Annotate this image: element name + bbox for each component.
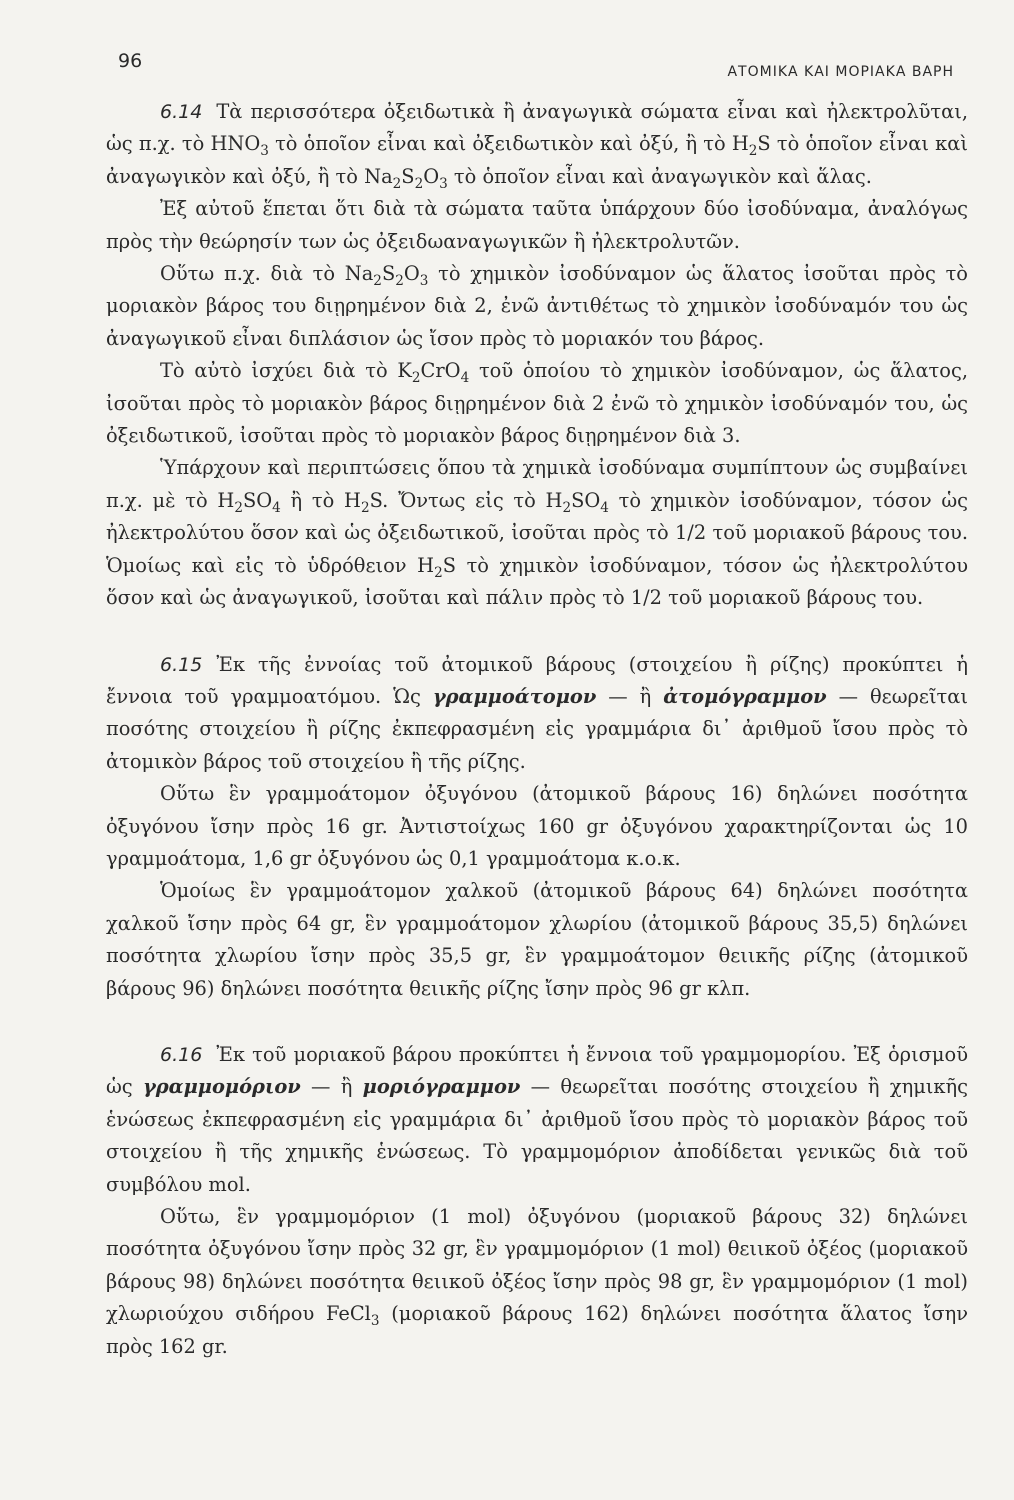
- text-run: Τὸ αὐτὸ ἰσχύει διὰ τὸ K: [160, 359, 412, 383]
- text-run: Ἐκ τοῦ μοριακοῦ βάρου προκύπτει ἡ ἔννοια τοῦ γραμμομορίου. Ἐξ ὁρισμοῦ ὡς: [106, 1042, 968, 1099]
- defined-term: γραμμοάτομον: [432, 684, 597, 708]
- text-run: Ὑπάρχουν καὶ περιπτώσεις ὅπου τὰ χημικὰ ἰσοδύναμα συμπίπτουν ὡς συμβαίνει π.χ. μὲ τὸ H: [106, 456, 968, 512]
- subscript: 2: [360, 499, 370, 516]
- defined-term: ἀτομόγραμμον: [663, 684, 827, 708]
- paragraph: [106, 258, 968, 355]
- text-run: Ὁμοίως ἓν γραμμοάτομον χαλκοῦ (ἀτομικοῦ βάρους 64) δηλώνει ποσότητα χαλκοῦ ἴσην πρὸς 64 gr, ἓν γραμμοάτομον χλωρίου (ἀτομικοῦ βάρους 35,5) δηλώνει ποσότητα χλωρίου ἴσην πρὸς 35,5 gr, ἓν γραμμοάτομον θειικῆς ρίζης (ἀτομικοῦ βάρους 96) δηλώνει ποσότητα θειικῆς ρίζης ἴσην πρὸς 96 gr κλπ.: [106, 879, 968, 1000]
- paragraph: [106, 875, 968, 1005]
- text-run: — θεωρεῖται ποσότης στοιχείου ἢ ρίζης ἐκπεφρασμένη εἰς γραμμάρια δι᾽ ἀριθμοῦ ἴσου πρὸς τὸ ἀτομικὸν βάρος τοῦ στοιχείου ἢ τῆς ρίζης.: [106, 684, 968, 773]
- section-number: 6.16: [160, 1043, 203, 1066]
- defined-term: γραμμομόριον: [142, 1075, 301, 1099]
- subscript: 3: [260, 143, 269, 160]
- paragraph: [106, 649, 968, 779]
- text-run: τὸ ὁποῖον εἶναι καὶ ὀξειδωτικὸν καὶ ὀξύ, ἢ τὸ H: [268, 132, 749, 156]
- text-run: — θεωρεῖται ποσότης στοιχείου ἢ χημικῆς ἑνώσεως ἐκπεφρασμένη εἰς γραμμάρια δι᾽ ἀριθμοῦ ἴσου πρὸς τὸ μοριακὸν βάρος τοῦ στοιχείου ἢ τῆς χημικῆς ἑνώσεως. Τὸ γραμμομόριον ἀποδίδεται γενικῶς διὰ τοῦ συμβόλου mol.: [106, 1075, 968, 1196]
- page-header: [118, 50, 954, 86]
- text-run: Ἐκ τῆς ἐννοίας τοῦ ἀτομικοῦ βάρους (στοιχείου ἢ ρίζης) προκύπτει ἡ ἔννοια τοῦ γραμμοατόμου. Ὡς: [106, 652, 968, 708]
- text-run: Οὕτω π.χ. διὰ τὸ Na: [160, 262, 374, 286]
- subscript: 2: [411, 370, 421, 387]
- section-6-16: [106, 1039, 968, 1363]
- paragraph: [106, 193, 968, 258]
- subscript: 4: [600, 499, 609, 516]
- paragraph: [106, 1201, 968, 1363]
- text-run: S τὸ χημικὸν ἰσοδύναμον, τόσον ὡς ἠλεκτρολύτου ὅσον καὶ ὡς ἀναγωγικοῦ, ἰσοῦται καὶ πάλιν πρὸς τὸ 1/2 τοῦ μοριακοῦ βάρους του.: [106, 553, 968, 610]
- text-run: O: [423, 164, 440, 188]
- text-run: SO: [571, 488, 601, 512]
- text-run: Ἐξ αὐτοῦ ἕπεται ὅτι διὰ τὰ σώματα ταῦτα ὑπάρχουν δύο ἰσοδύναμα, ἀναλόγως πρὸς τὴν θεώρησίν των ὡς ὀξειδωαναγωγικῶν ἢ ἠλεκτρολυτῶν.: [106, 197, 968, 253]
- subscript: 4: [460, 370, 470, 387]
- text-run: τὸ χημικὸν ἰσοδύναμον, τόσον ὡς ἠλεκτρολύτου ὅσον καὶ ὡς ὀξειδωτικοῦ, ἰσοῦται πρὸς τὸ 1/2 τοῦ μοριακοῦ βάρους του. Ὁμοίως καὶ εἰς τὸ ὑδρόθειον H: [106, 488, 969, 577]
- subscript: 2: [395, 272, 404, 289]
- subscript: 2: [562, 499, 572, 516]
- paragraph: [106, 778, 968, 875]
- subscript: 2: [414, 175, 424, 192]
- subscript: 2: [434, 564, 443, 581]
- text-run: τὸ χημικὸν ἰσοδύναμον ὡς ἅλατος ἰσοῦται πρὸς τὸ μοριακὸν βάρος του διῃρημένον διὰ 2, ἐνῶ ἀντιθέτως τὸ χημικὸν ἰσοδύναμόν του ὡς ἀναγωγικοῦ εἶναι διπλάσιον ὡς ἴσον πρὸς τὸ μοριακόν του βάρος.: [106, 262, 968, 350]
- text-run: (μοριακοῦ βάρους 162) δηλώνει ποσότητα ἅλατος ἴσην πρὸς 162 gr.: [106, 1302, 968, 1358]
- subscript: 2: [373, 272, 382, 289]
- text-run: S τὸ ὁποῖον εἶναι καὶ ἀναγωγικὸν καὶ ὀξύ, ἢ τὸ Na: [106, 132, 968, 188]
- subscript: 2: [748, 143, 758, 160]
- paragraph: [106, 355, 968, 452]
- page-body: [106, 96, 968, 1397]
- subscript: 3: [419, 272, 429, 289]
- section-number: 6.14: [160, 101, 203, 123]
- text-run: CrO: [420, 359, 461, 383]
- text-run: Τὰ περισσότερα ὀξειδωτικὰ ἢ ἀναγωγικὰ σώματα εἶναι καὶ ἠλεκτρολῦται, ὡς π.χ. τὸ HNO: [106, 100, 968, 156]
- text-run: Οὕτω, ἓν γραμμομόριον (1 mol) ὀξυγόνου (μοριακοῦ βάρους 32) δηλώνει ποσότητα ὀξυγόνου ἴσην πρὸς 32 gr, ἓν γραμμομόριον (1 mol) θειικοῦ ὀξέος (μοριακοῦ βάρους 98) δηλώνει ποσότητα θειικοῦ ὀξέος ἴσην πρὸς 98 gr, ἓν γραμμομόριον (1 mol) χλωριούχου σιδήρου FeCl: [106, 1205, 968, 1326]
- section-6-14: [106, 96, 968, 615]
- defined-term: μοριόγραμμον: [362, 1075, 521, 1099]
- text-run: τοῦ ὁποίου τὸ χημικὸν ἰσοδύναμον, ὡς ἅλατος, ἰσοῦται πρὸς τὸ μοριακὸν βάρος διῃρημένον διὰ 2 ἐνῶ τὸ χημικὸν ἰσοδύναμόν του, ὡς ὀξειδωτικοῦ, ἰσοῦται πρὸς τὸ μοριακὸν βάρος διῃρημένον διὰ 3.: [106, 359, 968, 448]
- text-run: S: [381, 262, 396, 286]
- text-run: O: [403, 262, 420, 286]
- section-number: 6.15: [160, 653, 203, 676]
- text-run: — ἢ: [596, 684, 664, 708]
- text-run: τὸ ὁποῖον εἶναι καὶ ἀναγωγικὸν καὶ ἅλας.: [447, 164, 872, 188]
- subscript: 2: [234, 499, 243, 516]
- text-run: S. Ὄντως εἰς τὸ H: [369, 488, 563, 512]
- paragraph: [106, 96, 968, 193]
- paragraph: [106, 1039, 968, 1201]
- text-run: ἢ τὸ H: [280, 488, 361, 512]
- paragraph: [106, 452, 968, 614]
- subscript: 3: [370, 1313, 380, 1330]
- section-6-15: [106, 649, 968, 1005]
- text-run: S: [401, 164, 415, 188]
- page-number: 96: [118, 50, 143, 72]
- text-run: Οὕτω ἓν γραμμοάτομον ὀξυγόνου (ἀτομικοῦ βάρους 16) δηλώνει ποσότητα ὀξυγόνου ἴσην πρὸς 16 gr. Ἀντιστοίχως 160 gr ὀξυγόνου χαρακτηρίζονται ὡς 10 γραμμοάτομα, 1,6 gr ὀξυγόνου ὡς 0,1 γραμμοάτομα κ.ο.κ.: [106, 782, 968, 870]
- subscript: 3: [439, 175, 448, 192]
- subscript: 4: [272, 499, 281, 516]
- running-head: ΑΤΟΜΙΚΑ ΚΑΙ ΜΟΡΙΑΚΑ ΒΑΡΗ: [727, 64, 954, 80]
- subscript: 2: [392, 175, 402, 192]
- text-run: SO: [242, 488, 273, 512]
- text-run: — ἢ: [300, 1075, 363, 1099]
